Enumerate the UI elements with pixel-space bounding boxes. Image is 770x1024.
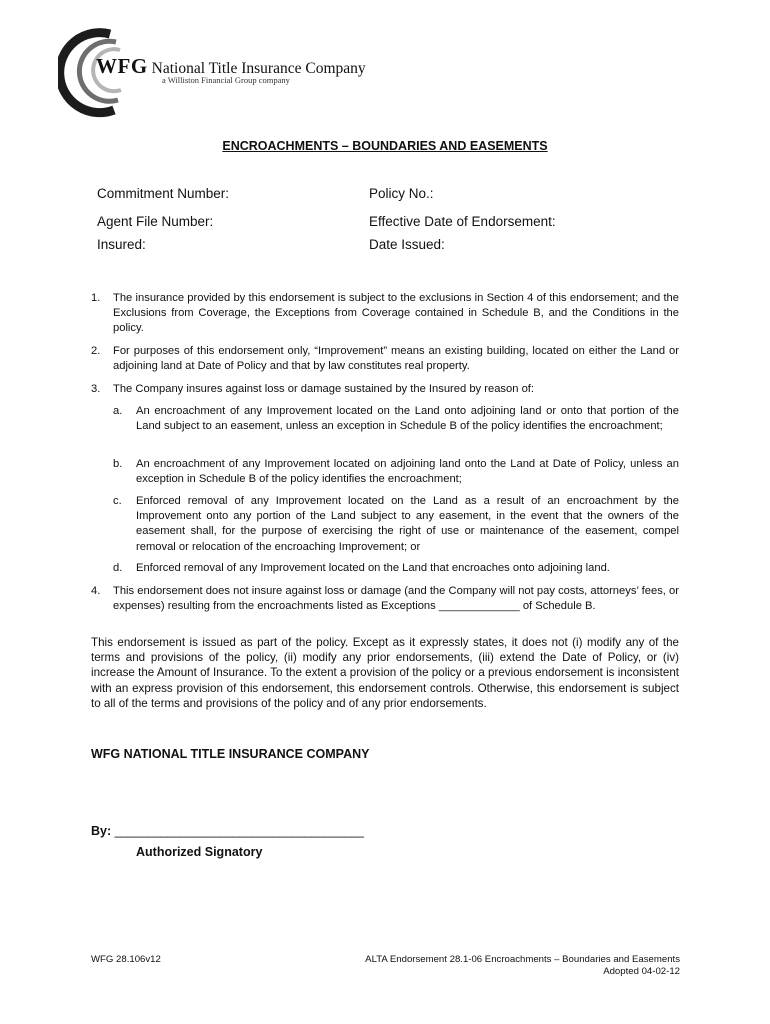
- sub-item-letter: b.: [113, 458, 123, 470]
- sub-item-letter: a.: [113, 405, 123, 417]
- sub-item-text: Enforced removal of any Improvement located on the Land as a result of an encroachment by the Improvement onto any portion of the Land subject to any easement, in the event that the owners of the easement shall, for the purpose of exercising the right of use or maintenance of the easement, compel removal or relocation of the encroaching Improvement; or: [136, 495, 679, 553]
- signature-line: [91, 824, 364, 838]
- signatory-title: Authorized Signatory: [136, 845, 263, 859]
- form-id: WFG 28.106v12: [91, 954, 161, 965]
- item-number: 3.: [91, 383, 101, 395]
- company-logo: [58, 28, 388, 118]
- sub-item-letter: c.: [113, 495, 122, 507]
- item-number: 2.: [91, 345, 101, 357]
- item-number: 1.: [91, 292, 101, 304]
- closing-paragraph: This endorsement is issued as part of the policy. Except as it expressly states, it does not (i) modify any of the terms and provisions of the policy, (ii) modify any prior endorsements, (iii) extend the Date of Policy, or (iv) increase the Amount of Insurance. To the extent a provision of the policy or a previous endorsement is inconsistent with an express provision of this endorsement, this endorsement controls. Otherwise, this endorsement is subject to all of the terms and provisions of the policy and of any prior endorsements.: [91, 636, 679, 710]
- item-text: For purposes of this endorsement only, “Improvement” means an existing building, located on either the Land or adjoining land at Date of Policy and that by law constitutes real property.: [113, 345, 679, 373]
- sub-item-letter: d.: [113, 562, 123, 574]
- company-name: WFG NATIONAL TITLE INSURANCE COMPANY: [91, 747, 370, 761]
- footer-right: [365, 954, 680, 978]
- insured-label: Insured:: [97, 237, 146, 252]
- effective-date-label: Effective Date of Endorsement:: [369, 214, 556, 229]
- commitment-number-label: Commitment Number:: [97, 186, 230, 201]
- agent-file-number-label: Agent File Number:: [97, 214, 214, 229]
- logo-prefix: WFG: [96, 54, 148, 78]
- logo-tagline: a Williston Financial Group company: [162, 75, 290, 85]
- item-text: The Company insures against loss or damage sustained by the Insured by reason of:: [113, 383, 535, 395]
- sub-item-text: Enforced removal of any Improvement located on the Land that encroaches onto adjoining land.: [136, 562, 610, 574]
- by-label: By:: [91, 824, 112, 838]
- item-number: 4.: [91, 585, 101, 597]
- logo-company-name: National Title Insurance Company: [151, 60, 366, 77]
- date-issued-label: Date Issued:: [369, 237, 445, 252]
- document-title: ENCROACHMENTS – BOUNDARIES AND EASEMENTS: [222, 139, 548, 153]
- policy-no-label: Policy No.:: [369, 186, 434, 201]
- signature-blank: ______________________________________: [114, 824, 364, 838]
- adopted-date: Adopted 04-02-12: [603, 966, 680, 977]
- item-text: This endorsement does not insure against loss or damage (and the Company will not pay costs, attorneys’ fees, or expenses) resulting from the encroachments listed as Exceptions _____________ of Schedule B.: [113, 585, 679, 613]
- alta-reference: ALTA Endorsement 28.1-06 Encroachments – Boundaries and Easements: [365, 954, 680, 965]
- item-text: The insurance provided by this endorsement is subject to the exclusions in Section 4 of this endorsement; and the Exclusions from Coverage, the Exceptions from Coverage contained in Schedule B, and the Conditions in the policy.: [113, 292, 679, 335]
- sub-item-text: An encroachment of any Improvement located on adjoining land onto the Land at Date of Policy, unless an exception in Schedule B of the policy identifies the encroachment;: [136, 458, 679, 486]
- sub-item-text: An encroachment of any Improvement located on the Land onto adjoining land or onto that portion of the Land subject to an easement, unless an exception in Schedule B of the policy identifies the encroachment;: [136, 405, 679, 433]
